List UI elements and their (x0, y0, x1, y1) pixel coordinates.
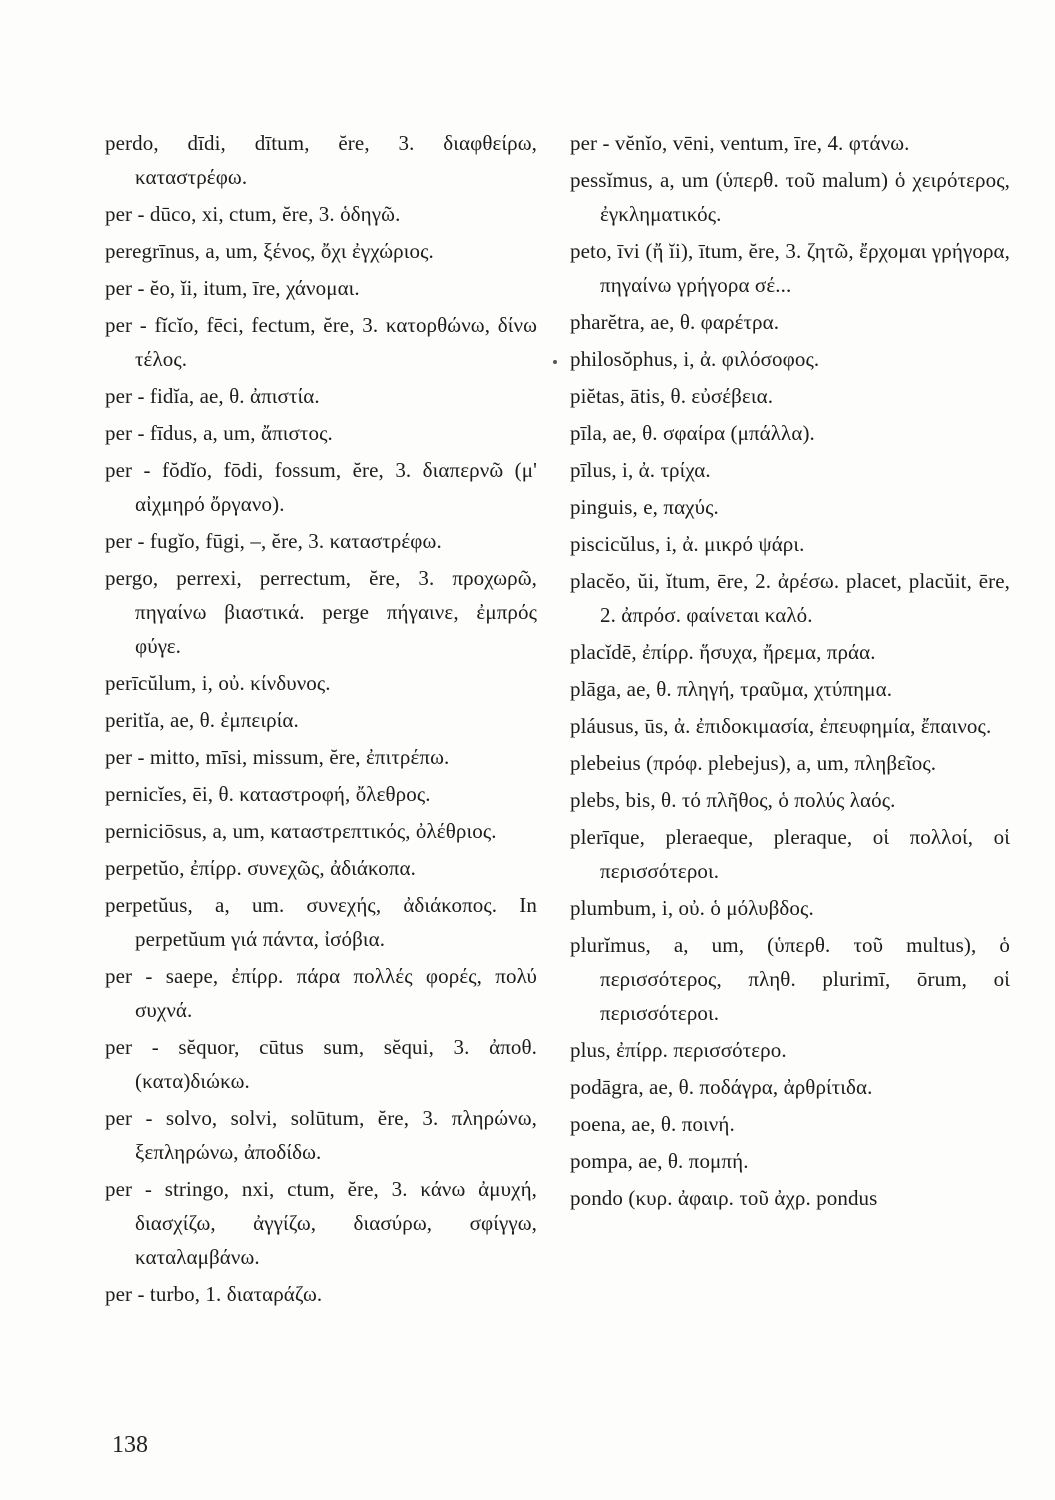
dictionary-entry: pernicĭes, ēi, θ. καταστροφή, ὄλεθρος. (105, 782, 431, 806)
dictionary-entry: per - mitto, mīsi, missum, ĕre, ἐπιτρέπω. (105, 745, 450, 769)
dictionary-entry: perdo, dīdi, dītum, ĕre, 3. διαφθείρω, καταστρέφω. (105, 131, 537, 189)
dictionary-entry: plurĭmus, a, um, (ὑπερθ. τοῦ multus), ὁ περισσότερος, πληθ. plurimī, ōrum, οἱ περισσότεροι. (570, 933, 1010, 1025)
dictionary-entry: perpetŭus, a, um. συνεχής, ἀδιάκοπος. In perpetŭum γιά πάντα, ἰσόβια. (105, 893, 537, 951)
dictionary-entry: per - dūco, xi, ctum, ĕre, 3. ὁδηγῶ. (105, 202, 401, 226)
dictionary-entry: per - saepe, ἐπίρρ. πάρα πολλές φορές, πολύ συχνά. (105, 964, 537, 1022)
dictionary-entry: per - solvo, solvi, solūtum, ĕre, 3. πληρώνω, ξεπληρώνω, ἀποδίδω. (105, 1106, 537, 1164)
dictionary-entry: per - fidĭa, ae, θ. ἀπιστία. (105, 384, 320, 408)
dictionary-entry: plerīque, pleraeque, pleraque, οἱ πολλοί, οἱ περισσότεροι. (570, 825, 1010, 883)
dictionary-entry: pondo (κυρ. ἀφαιρ. τοῦ ἀχρ. pondus (570, 1186, 878, 1210)
dictionary-entry: piscicŭlus, i, ἀ. μικρό ψάρι. (570, 532, 805, 556)
dictionary-entry: peritĭa, ae, θ. ἐμπειρία. (105, 708, 299, 732)
dictionary-entry: piĕtas, ātis, θ. εὐσέβεια. (570, 384, 774, 408)
dictionary-entry: podāgra, ae, θ. ποδάγρα, ἀρθρίτιδα. (570, 1075, 873, 1099)
dictionary-entry: pessĭmus, a, um (ὑπερθ. τοῦ malum) ὁ χειρότερος, ἐγκληματικός. (570, 168, 1010, 226)
left-column (105, 126, 537, 1314)
dictionary-entry: placĭdē, ἐπίρρ. ἥσυχα, ἤρεμα, πράα. (570, 640, 876, 664)
dictionary-entry: perpetŭo, ἐπίρρ. συνεχῶς, ἀδιάκοπα. (105, 856, 417, 880)
dictionary-entry: per - stringo, nxi, ctum, ĕre, 3. κάνω ἀμυχή, διασχίζω, ἀγγίζω, διασύρω, σφίγγω, καταλαμβάνω. (105, 1177, 537, 1269)
dictionary-entry: peregrīnus, a, um, ξένος, ὄχι ἐγχώριος. (105, 239, 434, 263)
dictionary-entry: perīcŭlum, i, οὐ. κίνδυνος. (105, 671, 331, 695)
dictionary-entry: plumbum, i, οὐ. ὁ μόλυβδος. (570, 896, 814, 920)
dictionary-entry: per - fīdus, a, um, ἄπιστος. (105, 421, 333, 445)
ink-dot (553, 360, 557, 364)
dictionary-entry: philosŏphus, i, ἀ. φιλόσοφος. (570, 347, 820, 371)
dictionary-entry: plebeius (πρόφ. plebejus), a, um, πληβεῖος. (570, 751, 937, 775)
dictionary-entry: pergo, perrexi, perrectum, ĕre, 3. προχωρῶ, πηγαίνω βιαστικά. perge πήγαινε, ἐμπρός φύγε. (105, 566, 537, 658)
dictionary-entry: pīlus, i, ἀ. τρίχα. (570, 458, 711, 482)
dictionary-entry: plus, ἐπίρρ. περισσότερο. (570, 1038, 787, 1062)
dictionary-entry: per - fŏdĭo, fōdi, fossum, ĕre, 3. διαπερνῶ (μ' αἰχμηρό ὄργανο). (105, 458, 537, 516)
dictionary-entry: per - ĕo, ĭi, itum, īre, χάνομαι. (105, 276, 360, 300)
dictionary-entry: peto, īvi (ἤ ĭi), ītum, ĕre, 3. ζητῶ, ἔρχομαι γρήγορα, πηγαίνω γρήγορα σέ... (570, 239, 1010, 297)
dictionary-entry: perniciōsus, a, um, καταστρεπτικός, ὀλέθριος. (105, 819, 497, 843)
dictionary-entry: pharĕtra, ae, θ. φαρέτρα. (570, 310, 780, 334)
dictionary-entry: pīla, ae, θ. σφαίρα (μπάλλα). (570, 421, 815, 445)
dictionary-entry: poena, ae, θ. ποινή. (570, 1112, 735, 1136)
dictionary-entry: placĕo, ŭi, ĭtum, ēre, 2. ἀρέσω. placet, placŭit, ēre, 2. ἀπρόσ. φαίνεται καλό. (570, 569, 1010, 627)
dictionary-entry: pláusus, ūs, ἀ. ἐπιδοκιμασία, ἐπευφημία, ἔπαινος. (570, 714, 992, 738)
dictionary-entry: pinguis, e, παχύς. (570, 495, 719, 519)
dictionary-entry: plebs, bis, θ. τό πλῆθος, ὁ πολύς λαός. (570, 788, 896, 812)
page-number: 138 (112, 1432, 148, 1458)
dictionary-entry: pompa, ae, θ. πομπή. (570, 1149, 749, 1173)
dictionary-entry: plāga, ae, θ. πληγή, τραῦμα, χτύπημα. (570, 677, 893, 701)
dictionary-entry: per - vĕnĭo, vēni, ventum, īre, 4. φτάνω. (570, 131, 910, 155)
dictionary-entry: per - fugĭo, fūgi, –, ĕre, 3. καταστρέφω. (105, 529, 442, 553)
dictionary-entry: per - sĕquor, cūtus sum, sĕqui, 3. ἀποθ. (κατα)διώκω. (105, 1035, 537, 1093)
right-column (570, 126, 1010, 1218)
dictionary-entry: per - fĭcĭo, fēci, fectum, ĕre, 3. κατορθώνω, δίνω τέλος. (105, 313, 537, 371)
dictionary-entry: per - turbo, 1. διαταράζω. (105, 1282, 323, 1306)
